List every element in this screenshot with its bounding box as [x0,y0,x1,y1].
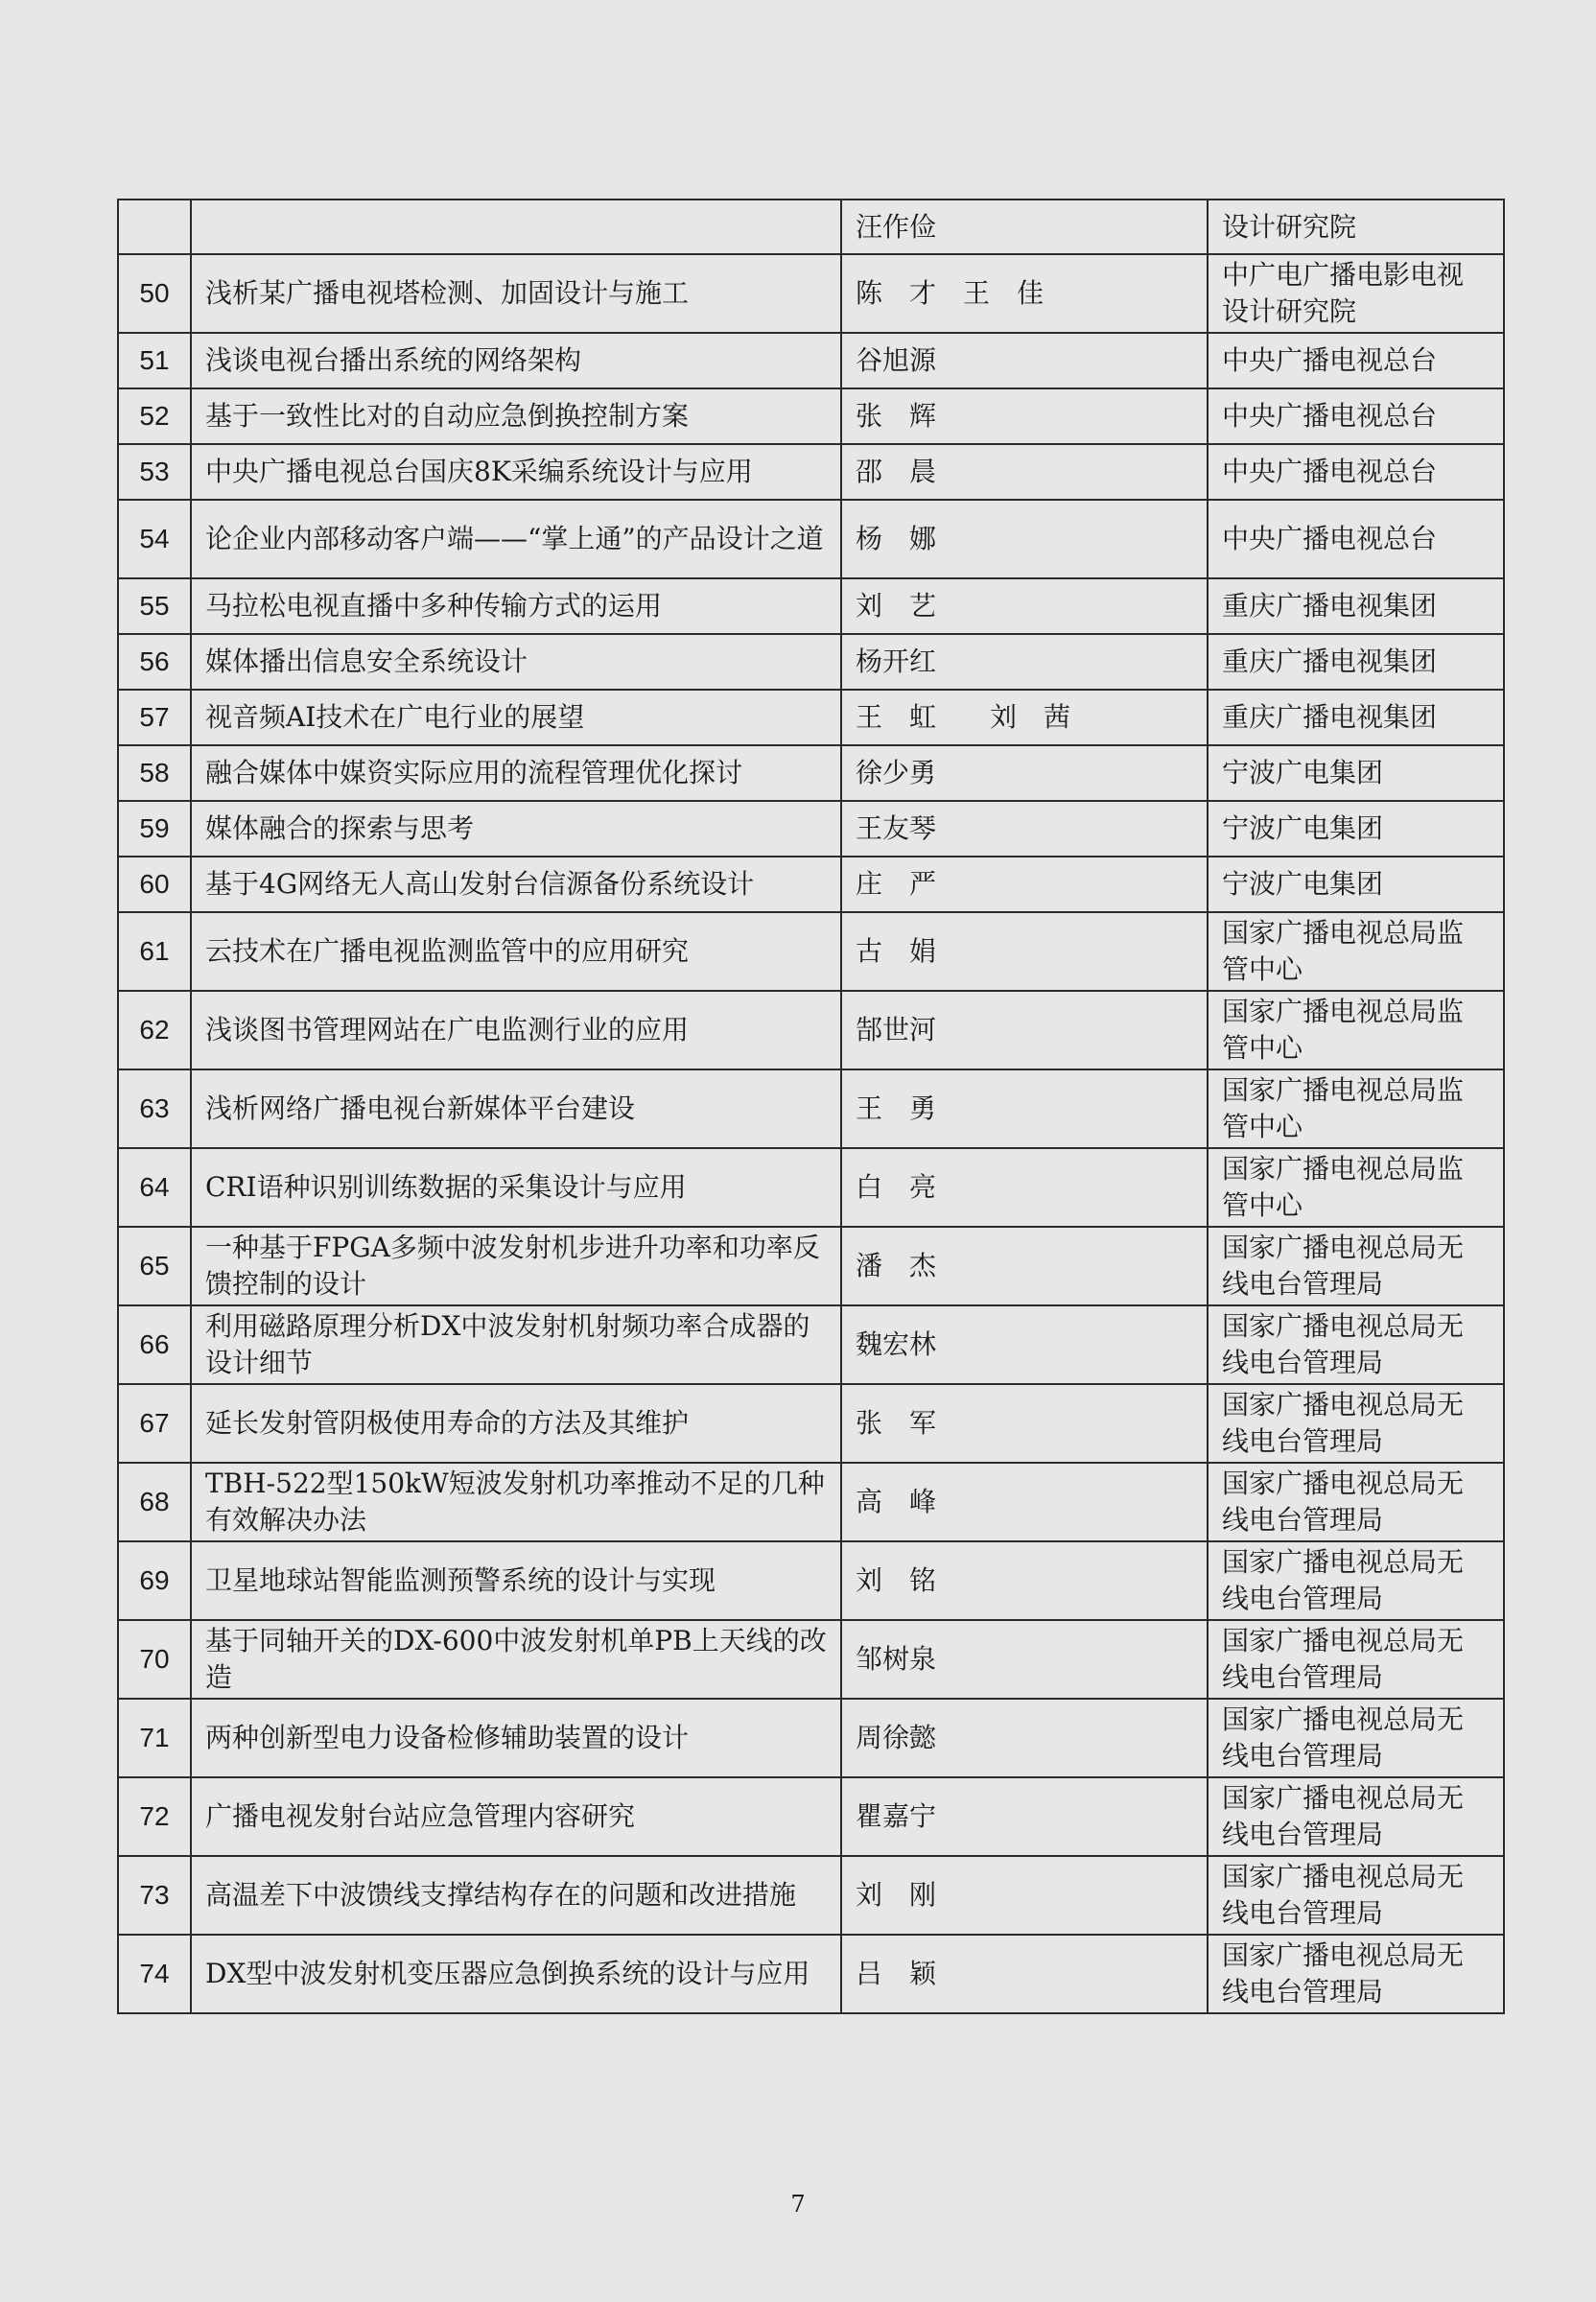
row-number: 59 [118,801,191,857]
table-row [118,857,1504,912]
paper-title: 浅谈电视台播出系统的网络架构 [191,333,841,388]
author-unit: 国家广播电视总局无线电台管理局 [1208,1305,1504,1384]
paper-title: 广播电视发射台站应急管理内容研究 [191,1777,841,1856]
author-name: 汪作俭 [841,200,1208,254]
author-unit: 中央广播电视总台 [1208,500,1504,578]
author-name: 张 辉 [841,388,1208,444]
table-row [118,1227,1504,1305]
row-number: 66 [118,1305,191,1384]
paper-title: TBH-522型150kW短波发射机功率推动不足的几种有效解决办法 [191,1463,841,1541]
author-unit: 国家广播电视总局无线电台管理局 [1208,1463,1504,1541]
table-row [118,690,1504,745]
awards-table-body [118,200,1504,2013]
row-number: 69 [118,1541,191,1620]
table-row [118,444,1504,500]
author-name: 古 娟 [841,912,1208,991]
author-name: 邹树泉 [841,1620,1208,1699]
row-number: 70 [118,1620,191,1699]
author-name: 潘 杰 [841,1227,1208,1305]
row-number: 73 [118,1856,191,1935]
table-row [118,388,1504,444]
author-name: 刘 艺 [841,578,1208,634]
author-name: 邵 晨 [841,444,1208,500]
table-row [118,500,1504,578]
author-unit: 中广电广播电影电视设计研究院 [1208,254,1504,333]
author-name: 庄 严 [841,857,1208,912]
table-row [118,801,1504,857]
row-number: 62 [118,991,191,1069]
paper-title: 马拉松电视直播中多种传输方式的运用 [191,578,841,634]
author-unit: 中央广播电视总台 [1208,444,1504,500]
table-row [118,745,1504,801]
author-unit: 重庆广播电视集团 [1208,578,1504,634]
author-name: 魏宏林 [841,1305,1208,1384]
paper-title [191,200,841,254]
paper-title: 浅析某广播电视塔检测、加固设计与施工 [191,254,841,333]
row-number: 65 [118,1227,191,1305]
paper-title: 云技术在广播电视监测监管中的应用研究 [191,912,841,991]
table-row [118,333,1504,388]
author-unit: 国家广播电视总局监管中心 [1208,912,1504,991]
author-unit: 国家广播电视总局无线电台管理局 [1208,1227,1504,1305]
author-name: 刘 铭 [841,1541,1208,1620]
table-row [118,1148,1504,1227]
author-unit: 国家广播电视总局无线电台管理局 [1208,1856,1504,1935]
author-name: 高 峰 [841,1463,1208,1541]
row-number: 56 [118,634,191,690]
paper-title: 基于一致性比对的自动应急倒换控制方案 [191,388,841,444]
table-row [118,1069,1504,1148]
row-number: 54 [118,500,191,578]
author-name: 陈 才 王 佳 [841,254,1208,333]
paper-title: 中央广播电视总台国庆8K采编系统设计与应用 [191,444,841,500]
paper-title: 利用磁路原理分析DX中波发射机射频功率合成器的设计细节 [191,1305,841,1384]
table-row [118,1856,1504,1935]
author-unit: 重庆广播电视集团 [1208,690,1504,745]
paper-title: 媒体融合的探索与思考 [191,801,841,857]
author-name: 刘 刚 [841,1856,1208,1935]
author-name: 吕 颖 [841,1935,1208,2013]
author-name: 王友琴 [841,801,1208,857]
table-row [118,1620,1504,1699]
author-name: 瞿嘉宁 [841,1777,1208,1856]
row-number: 68 [118,1463,191,1541]
row-number: 60 [118,857,191,912]
author-unit: 国家广播电视总局无线电台管理局 [1208,1935,1504,2013]
paper-title: 基于同轴开关的DX-600中波发射机单PB上天线的改造 [191,1620,841,1699]
page-number: 7 [790,2191,806,2218]
author-name: 徐少勇 [841,745,1208,801]
author-name: 杨 娜 [841,500,1208,578]
paper-title: DX型中波发射机变压器应急倒换系统的设计与应用 [191,1935,841,2013]
table-row [118,1777,1504,1856]
table-row [118,1305,1504,1384]
table-row [118,912,1504,991]
row-number: 50 [118,254,191,333]
author-unit: 国家广播电视总局监管中心 [1208,1148,1504,1227]
paper-title: 论企业内部移动客户端——“掌上通”的产品设计之道 [191,500,841,578]
table-row [118,1935,1504,2013]
author-unit: 国家广播电视总局监管中心 [1208,991,1504,1069]
table-row [118,1384,1504,1463]
row-number: 53 [118,444,191,500]
author-name: 王 勇 [841,1069,1208,1148]
paper-title: 延长发射管阴极使用寿命的方法及其维护 [191,1384,841,1463]
author-unit: 中央广播电视总台 [1208,333,1504,388]
author-unit: 宁波广电集团 [1208,745,1504,801]
author-unit: 中央广播电视总台 [1208,388,1504,444]
awards-table [117,199,1505,2014]
author-unit: 宁波广电集团 [1208,857,1504,912]
paper-title: 浅析网络广播电视台新媒体平台建设 [191,1069,841,1148]
row-number: 51 [118,333,191,388]
row-number: 74 [118,1935,191,2013]
author-unit: 宁波广电集团 [1208,801,1504,857]
author-name: 王 虹 刘 茜 [841,690,1208,745]
author-unit: 设计研究院 [1208,200,1504,254]
paper-title: 媒体播出信息安全系统设计 [191,634,841,690]
row-number: 58 [118,745,191,801]
row-number: 61 [118,912,191,991]
author-name: 杨开红 [841,634,1208,690]
paper-title: 一种基于FPGA多频中波发射机步进升功率和功率反馈控制的设计 [191,1227,841,1305]
author-name: 谷旭源 [841,333,1208,388]
paper-title: 两种创新型电力设备检修辅助装置的设计 [191,1699,841,1777]
author-name: 周徐懿 [841,1699,1208,1777]
author-name: 张 军 [841,1384,1208,1463]
paper-title: 基于4G网络无人高山发射台信源备份系统设计 [191,857,841,912]
author-unit: 国家广播电视总局监管中心 [1208,1069,1504,1148]
author-unit: 重庆广播电视集团 [1208,634,1504,690]
table-row [118,634,1504,690]
row-number: 71 [118,1699,191,1777]
author-unit: 国家广播电视总局无线电台管理局 [1208,1699,1504,1777]
author-unit: 国家广播电视总局无线电台管理局 [1208,1384,1504,1463]
table-row [118,254,1504,333]
author-unit: 国家广播电视总局无线电台管理局 [1208,1620,1504,1699]
table-row [118,578,1504,634]
row-number: 67 [118,1384,191,1463]
author-unit: 国家广播电视总局无线电台管理局 [1208,1541,1504,1620]
row-number: 57 [118,690,191,745]
row-number: 52 [118,388,191,444]
author-name: 白 亮 [841,1148,1208,1227]
paper-title: 浅谈图书管理网站在广电监测行业的应用 [191,991,841,1069]
table-row [118,991,1504,1069]
paper-title: 视音频AI技术在广电行业的展望 [191,690,841,745]
table-row [118,200,1504,254]
paper-title: 融合媒体中媒资实际应用的流程管理优化探讨 [191,745,841,801]
row-number: 64 [118,1148,191,1227]
paper-title: 高温差下中波馈线支撑结构存在的问题和改进措施 [191,1856,841,1935]
row-number: 55 [118,578,191,634]
row-number [118,200,191,254]
paper-title: 卫星地球站智能监测预警系统的设计与实现 [191,1541,841,1620]
table-row [118,1541,1504,1620]
table-row [118,1699,1504,1777]
author-name: 郜世河 [841,991,1208,1069]
row-number: 72 [118,1777,191,1856]
author-unit: 国家广播电视总局无线电台管理局 [1208,1777,1504,1856]
row-number: 63 [118,1069,191,1148]
paper-title: CRI语种识别训练数据的采集设计与应用 [191,1148,841,1227]
table-row [118,1463,1504,1541]
